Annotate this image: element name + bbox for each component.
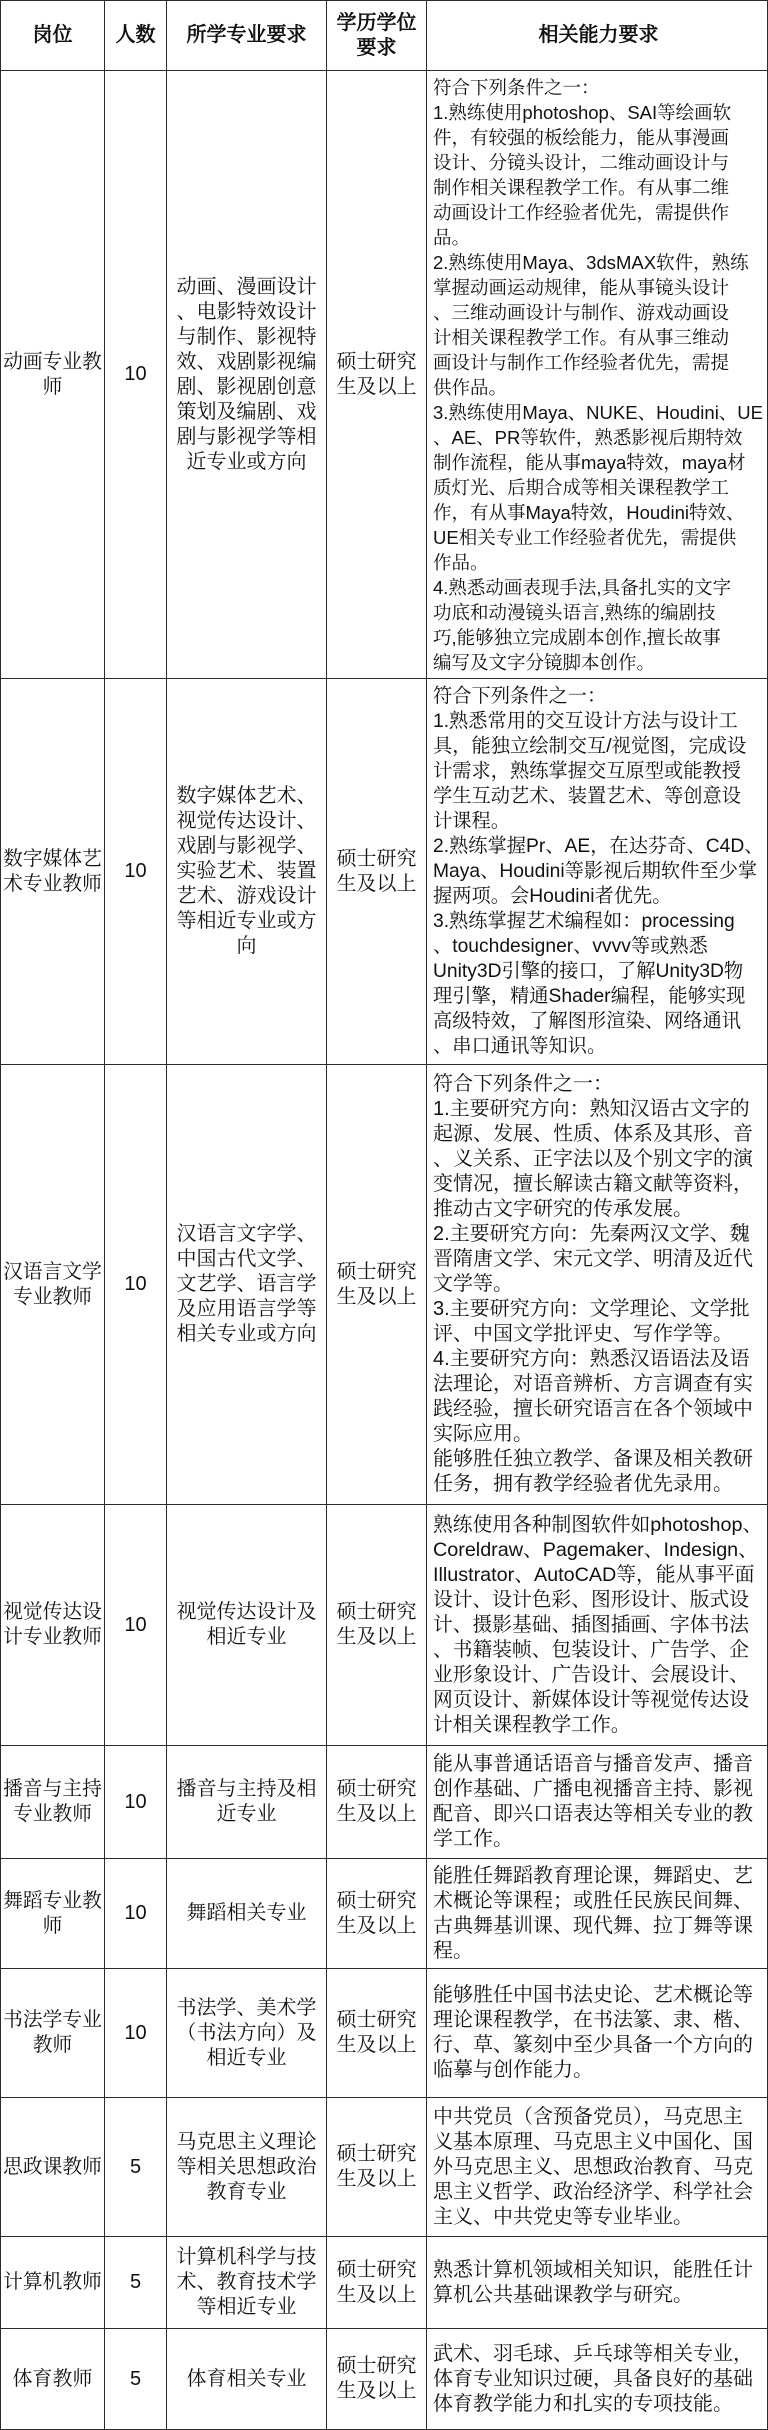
- count-cell: [105, 1969, 167, 2097]
- major-requirement: 体育相关专业: [186, 2367, 307, 2390]
- ability-cell: [427, 1969, 767, 2097]
- headcount: 10: [124, 1790, 147, 1813]
- major-requirement: 书法学、美术学 （书法方向）及 相近专业: [176, 1996, 317, 2069]
- major-requirement: 计算机科学与技 术、教育技术学 等相近专业: [176, 2246, 317, 2318]
- degree-cell: [327, 1969, 427, 2097]
- degree-cell: [327, 1746, 427, 1858]
- major-requirement: 动画、漫画设计 、电影特效设计 与制作、影视特 效、戏剧影视编 剧、影视剧创意 策划及编剧、戏 剧与影视学等相 近专业或方向: [176, 275, 317, 473]
- degree-requirement: 硕士研究 生及以上: [336, 350, 417, 398]
- table-row: [1, 1969, 767, 2098]
- post-cell: [1, 1746, 105, 1858]
- degree-cell: [327, 679, 427, 1064]
- major-cell: [167, 2098, 327, 2236]
- major-cell: [167, 1859, 327, 1968]
- post-name: 计算机教师: [3, 2271, 102, 2293]
- major-cell: [167, 1746, 327, 1858]
- degree-cell: [327, 1065, 427, 1504]
- post-cell: [1, 2098, 105, 2236]
- header-degree: 学历学位 要求: [336, 11, 417, 59]
- degree-requirement: 硕士研究 生及以上: [336, 1889, 417, 1937]
- degree-requirement: 硕士研究 生及以上: [336, 2009, 417, 2056]
- degree-requirement: 硕士研究 生及以上: [336, 1601, 417, 1648]
- major-cell: [167, 2329, 327, 2429]
- post-name: 汉语言文学 专业教师: [3, 1260, 102, 1308]
- degree-cell: [327, 2329, 427, 2429]
- header-count-cell: [105, 1, 167, 70]
- post-name: 体育教师: [12, 2367, 93, 2390]
- post-name: 播音与主持 专业教师: [3, 1778, 102, 1825]
- post-cell: [1, 1969, 105, 2097]
- ability-requirement: 武术、羽毛球、乒乓球等相关专业， 体育专业知识过硬，具备良好的基础 体育教学能力和扎实的专项技能。: [433, 2342, 753, 2415]
- ability-requirement: 能从事普通话语音与播音发声、播音 创作基础、广播电视播音主持、影视 配音、即兴口语表达等相关专业的教 学工作。: [433, 1753, 753, 1850]
- table-row: [1, 679, 767, 1065]
- major-requirement: 视觉传达设计及 相近专业: [176, 1601, 317, 1648]
- degree-requirement: 硕士研究 生及以上: [336, 2355, 417, 2402]
- table-row: [1, 2098, 767, 2237]
- ability-requirement: 能够胜任中国书法史论、艺术概论等 理论课程教学，在书法篆、隶、楷、 行、草、篆刻中至少具备一个方向的 临摹与创作能力。: [433, 1984, 753, 2081]
- count-cell: [105, 1859, 167, 1968]
- ability-requirement: 熟练使用各种制图软件如photoshop、 Coreldraw、Pagemaker、Indesign、 Illustrator、AutoCAD等，能从事平面 设计、设计色彩、图形设计、版式设 计、摄影基础、插图插画、字体书法 、书籍装帧、包装设计、广告学、企 业形象设计、广告设计、会展设计、 网页设计、新媒体设计等视觉传达设 计相关课程教学工作。: [433, 1513, 763, 1736]
- major-requirement: 播音与主持及相 近专业: [176, 1778, 317, 1825]
- major-cell: [167, 1065, 327, 1504]
- headcount: 5: [129, 2367, 142, 2390]
- ability-requirement: 能胜任舞蹈教育理论课，舞蹈史、艺 术概论等课程；或胜任民族民间舞、 古典舞基训课、现代舞、拉丁舞等课 程。: [433, 1864, 753, 1962]
- headcount: 10: [124, 860, 147, 882]
- header-ability-cell: [427, 1, 767, 70]
- post-name: 数字媒体艺 术专业教师: [3, 847, 102, 895]
- ability-cell: [427, 2329, 767, 2429]
- header-major-cell: [167, 1, 327, 70]
- table-row: [1, 2329, 767, 2429]
- table-row: [1, 71, 767, 679]
- count-cell: [105, 679, 167, 1064]
- ability-cell: [427, 679, 767, 1064]
- count-cell: [105, 1505, 167, 1745]
- count-cell: [105, 2098, 167, 2236]
- major-requirement: 马克思主义理论 等相关思想政治 教育专业: [176, 2130, 317, 2203]
- degree-requirement: 硕士研究 生及以上: [336, 2143, 417, 2190]
- header-post-cell: [1, 1, 105, 70]
- degree-cell: [327, 1859, 427, 1968]
- headcount: 5: [129, 2271, 142, 2293]
- degree-requirement: 硕士研究 生及以上: [336, 847, 417, 895]
- ability-cell: [427, 2237, 767, 2328]
- ability-cell: [427, 1505, 767, 1745]
- headcount: 10: [124, 1613, 147, 1636]
- post-cell: [1, 679, 105, 1064]
- ability-requirement: 熟悉计算机领域相关知识，能胜任计 算机公共基础课教学与研究。: [433, 2258, 753, 2306]
- major-requirement: 舞蹈相关专业: [186, 1902, 307, 1924]
- post-cell: [1, 1505, 105, 1745]
- post-name: 思政课教师: [3, 2155, 102, 2178]
- ability-cell: [427, 1065, 767, 1504]
- table-header-row: [1, 1, 767, 71]
- post-name: 舞蹈专业教 师: [3, 1889, 102, 1937]
- post-cell: [1, 2237, 105, 2328]
- degree-requirement: 硕士研究 生及以上: [336, 1260, 417, 1308]
- major-cell: [167, 2237, 327, 2328]
- headcount: 10: [124, 2021, 147, 2044]
- major-cell: [167, 71, 327, 678]
- table-row: [1, 1505, 767, 1746]
- post-cell: [1, 2329, 105, 2429]
- count-cell: [105, 71, 167, 678]
- degree-cell: [327, 71, 427, 678]
- count-cell: [105, 1746, 167, 1858]
- degree-requirement: 硕士研究 生及以上: [336, 2258, 417, 2306]
- post-name: 书法学专业 教师: [3, 2009, 102, 2056]
- ability-requirement: 符合下列条件之一： 1.主要研究方向：熟知汉语古文字的 起源、发展、性质、体系及其形、音 、义关系、正字法以及个别文字的演 变情况，擅长解读古籍文献等资料， 推动古文字研究的传承发展。 2.主要研究方向：先秦两汉文学、魏 晋隋唐文学、宋元文学、明清及近代 文学等。 3.主要研究方向：文学理论、文学批 评、中国文学批评史、写作学等。 4.主要研究方向：熟悉汉语语法及语 法理论，对语音辨析、方言调查有实 践经验，擅长研究语言在各个领域中 实际应用。 能够胜任独立教学、备课及相关教研 任务，拥有教学经验者优先录用。: [433, 1073, 753, 1495]
- major-cell: [167, 1969, 327, 2097]
- post-cell: [1, 1065, 105, 1504]
- post-name: 视觉传达设 计专业教师: [3, 1601, 102, 1648]
- header-post: 岗位: [32, 24, 73, 46]
- headcount: 10: [124, 363, 147, 385]
- ability-cell: [427, 1859, 767, 1968]
- post-name: 动画专业教 师: [3, 350, 102, 398]
- degree-cell: [327, 1505, 427, 1745]
- count-cell: [105, 1065, 167, 1504]
- ability-cell: [427, 71, 767, 678]
- post-cell: [1, 1859, 105, 1968]
- degree-cell: [327, 2237, 427, 2328]
- ability-requirement: 中共党员（含预备党员），马克思主 义基本原理、马克思主义中国化、国 外马克思主义、思想政治教育、马克 思主义哲学、政治经济学、科学社会 主义、中共党史等专业毕业。: [433, 2105, 753, 2228]
- post-cell: [1, 71, 105, 678]
- header-ability: 相关能力要求: [538, 24, 659, 46]
- ability-requirement: 符合下列条件之一： 1.熟悉常用的交互设计方法与设计工 具，能独立绘制交互/视觉图，完成设 计需求，熟练掌握交互原型或能教授 学生互动艺术、装置艺术、等创意设 计课程。 2.熟练掌握Pr、AE，在达芬奇、C4D、 Maya、Houdini等影视后期软件至少掌 握两项。会Houdini者优先。 3.熟练掌握艺术编程如：processing 、touchdesigner、vvvv等或熟悉 Unity3D引擎的接口，了解Unity3D物 理引擎，精通Shader编程，能够实现 高级特效，了解图形渲染、网络通讯 、串口通讯等知识。: [433, 686, 764, 1057]
- major-requirement: 数字媒体艺术、 视觉传达设计、 戏剧与影视学、 实验艺术、装置 艺术、游戏设计 等相近专业或方 向: [176, 785, 317, 957]
- table-row: [1, 1746, 767, 1859]
- ability-cell: [427, 1746, 767, 1858]
- major-cell: [167, 679, 327, 1064]
- count-cell: [105, 2237, 167, 2328]
- headcount: 10: [124, 1273, 147, 1295]
- header-count: 人数: [115, 24, 156, 46]
- headcount: 10: [124, 1902, 147, 1924]
- ability-cell: [427, 2098, 767, 2236]
- ability-requirement: 符合下列条件之一： 1.熟练使用photoshop、SAI等绘画软 件，有较强的板绘能力，能从事漫画 设计、分镜头设计，二维动画设计与 制作相关课程教学工作。有从事二维 动画设计工作经验者优先，需提供作 品。 2.熟练使用Maya、3dsMAX软件，熟练 掌握动画运动规律，能从事镜头设计 、三维动画设计与制作、游戏动画设 计相关课程教学工作。有从事三维动 画设计与制作工作经验者优先，需提 供作品。 3.熟练使用Maya、NUKE、Houdini、UE 、AE、PR等软件，熟悉影视后期特效 制作流程，能从事maya特效，maya材 质灯光、后期合成等相关课程教学工 作，有从事Maya特效，Houdini特效、 UE相关专业工作经验者优先，需提供 作品。 4.熟悉动画表现手法,具备扎实的文字 功底和动漫镜头语言,熟练的编剧技 巧,能够独立完成剧本创作,擅长故事 编写及文字分镜脚本创作。: [433, 76, 764, 673]
- header-major: 所学专业要求: [186, 24, 307, 46]
- major-cell: [167, 1505, 327, 1745]
- degree-cell: [327, 2098, 427, 2236]
- degree-requirement: 硕士研究 生及以上: [336, 1778, 417, 1825]
- header-degree-cell: [327, 1, 427, 70]
- major-requirement: 汉语言文字学、 中国古代文学、 文艺学、语言学 及应用语言学等 相关专业或方向: [176, 1223, 317, 1345]
- table-row: [1, 1065, 767, 1505]
- count-cell: [105, 2329, 167, 2429]
- headcount: 5: [129, 2155, 142, 2178]
- table-row: [1, 1859, 767, 1969]
- table-row: [1, 2237, 767, 2329]
